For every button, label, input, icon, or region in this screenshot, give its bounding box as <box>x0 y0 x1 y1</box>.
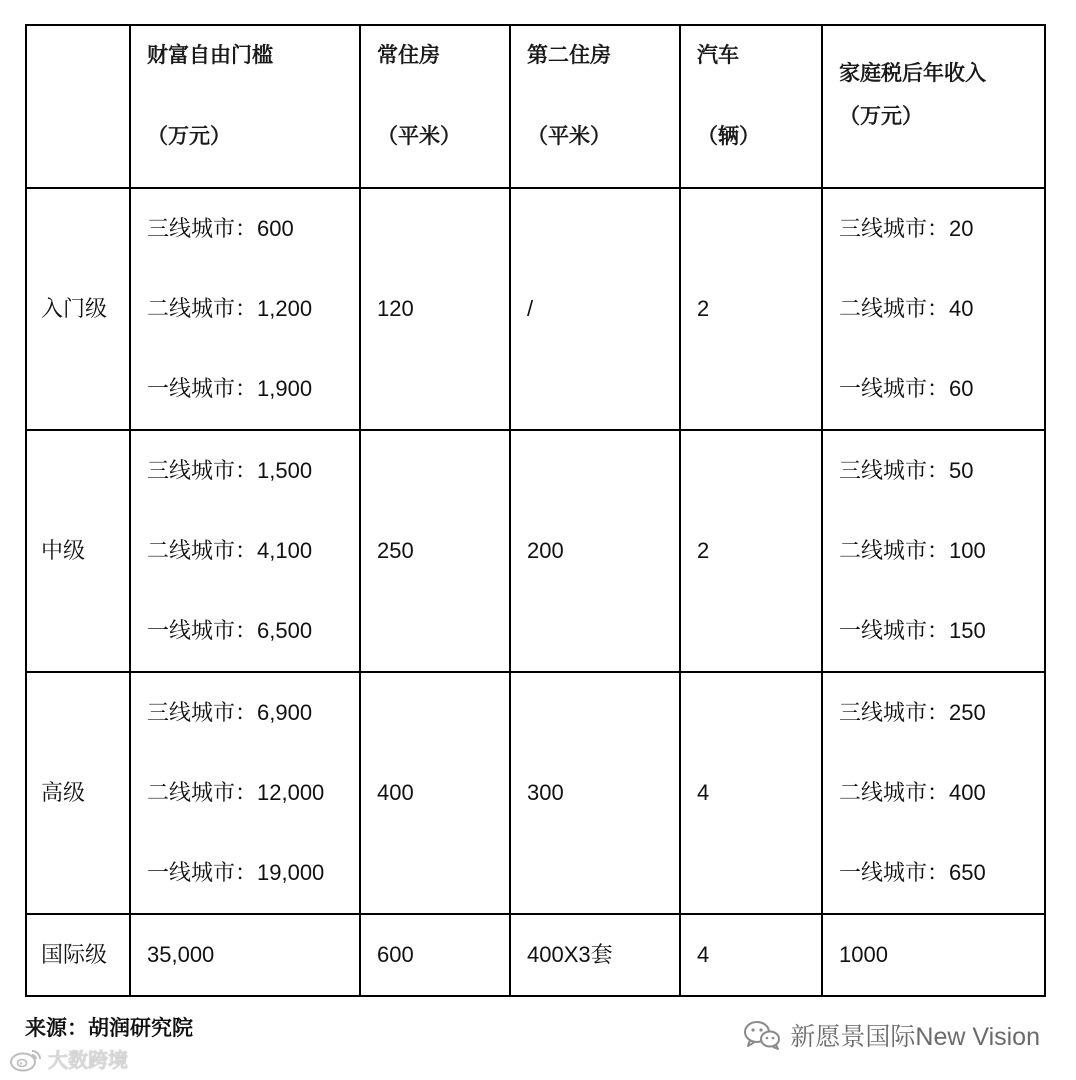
header-threshold-unit: （万元） <box>147 123 231 148</box>
weibo-icon <box>8 1045 44 1073</box>
threshold-cell <box>130 188 360 430</box>
income-cell <box>822 430 1045 672</box>
income-tier2: 二线城市：100 <box>839 538 986 563</box>
header-primary-home-unit: （平米） <box>377 123 461 148</box>
income-cell <box>822 672 1045 914</box>
table-header-row <box>26 25 1045 188</box>
wechat-icon <box>742 1019 782 1051</box>
income-tier1: 一线城市：60 <box>839 376 974 401</box>
header-primary-home <box>360 25 510 188</box>
watermark-left-text: 大数跨境 <box>48 1050 128 1072</box>
header-car <box>680 25 822 188</box>
threshold-tier2: 二线城市：4,100 <box>147 538 313 563</box>
header-second-home <box>510 25 680 188</box>
threshold-tier3: 三线城市：6,900 <box>147 700 313 725</box>
car-cell: 2 <box>680 430 822 672</box>
level-cell: 入门级 <box>26 188 130 430</box>
car-cell: 4 <box>680 914 822 996</box>
header-threshold-label: 财富自由门槛 <box>147 42 273 67</box>
level-cell: 中级 <box>26 430 130 672</box>
wealth-threshold-table <box>25 24 1046 997</box>
primary-home-cell: 250 <box>360 430 510 672</box>
threshold-tier2: 二线城市：1,200 <box>147 296 313 321</box>
header-level <box>26 25 130 188</box>
header-income <box>822 25 1045 188</box>
income-tier1: 一线城市：150 <box>839 618 986 643</box>
watermark-left <box>8 1044 128 1073</box>
table-row <box>26 430 1045 672</box>
car-cell: 2 <box>680 188 822 430</box>
income-tier1: 一线城市：650 <box>839 860 986 885</box>
second-home-cell: 400X3套 <box>510 914 680 996</box>
table-row <box>26 914 1045 996</box>
header-primary-home-label: 常住房 <box>377 42 440 67</box>
second-home-cell: / <box>510 188 680 430</box>
source-note: 来源：胡润研究院 <box>25 1015 193 1040</box>
header-car-label: 汽车 <box>697 42 739 67</box>
threshold-tier1: 一线城市：6,500 <box>147 618 313 643</box>
threshold-tier1: 一线城市：1,900 <box>147 376 313 401</box>
primary-home-cell: 600 <box>360 914 510 996</box>
watermark-right-text: 新愿景国际New Vision <box>790 1023 1040 1051</box>
level-cell: 国际级 <box>26 914 130 996</box>
threshold-tier3: 三线城市：600 <box>147 216 294 241</box>
income-tier2: 二线城市：400 <box>839 780 986 805</box>
income-tier3: 三线城市：250 <box>839 700 986 725</box>
threshold-tier1: 一线城市：19,000 <box>147 860 325 885</box>
income-tier3: 三线城市：50 <box>839 458 974 483</box>
header-income-unit: （万元） <box>839 103 923 128</box>
header-second-home-label: 第二住房 <box>527 42 611 67</box>
threshold-cell <box>130 672 360 914</box>
second-home-cell: 200 <box>510 430 680 672</box>
income-cell <box>822 188 1045 430</box>
income-tier2: 二线城市：40 <box>839 296 974 321</box>
threshold-cell <box>130 430 360 672</box>
header-threshold <box>130 25 360 188</box>
income-cell: 1000 <box>822 914 1045 996</box>
header-income-label: 家庭税后年收入 <box>839 60 986 85</box>
watermark-right <box>742 1017 1040 1053</box>
header-second-home-unit: （平米） <box>527 123 611 148</box>
second-home-cell: 300 <box>510 672 680 914</box>
primary-home-cell: 400 <box>360 672 510 914</box>
header-car-unit: （辆） <box>697 123 760 148</box>
table-row <box>26 188 1045 430</box>
income-tier3: 三线城市：20 <box>839 216 974 241</box>
threshold-cell: 35,000 <box>130 914 360 996</box>
car-cell: 4 <box>680 672 822 914</box>
primary-home-cell: 120 <box>360 188 510 430</box>
threshold-tier2: 二线城市：12,000 <box>147 780 325 805</box>
threshold-tier3: 三线城市：1,500 <box>147 458 313 483</box>
level-cell: 高级 <box>26 672 130 914</box>
table-row <box>26 672 1045 914</box>
